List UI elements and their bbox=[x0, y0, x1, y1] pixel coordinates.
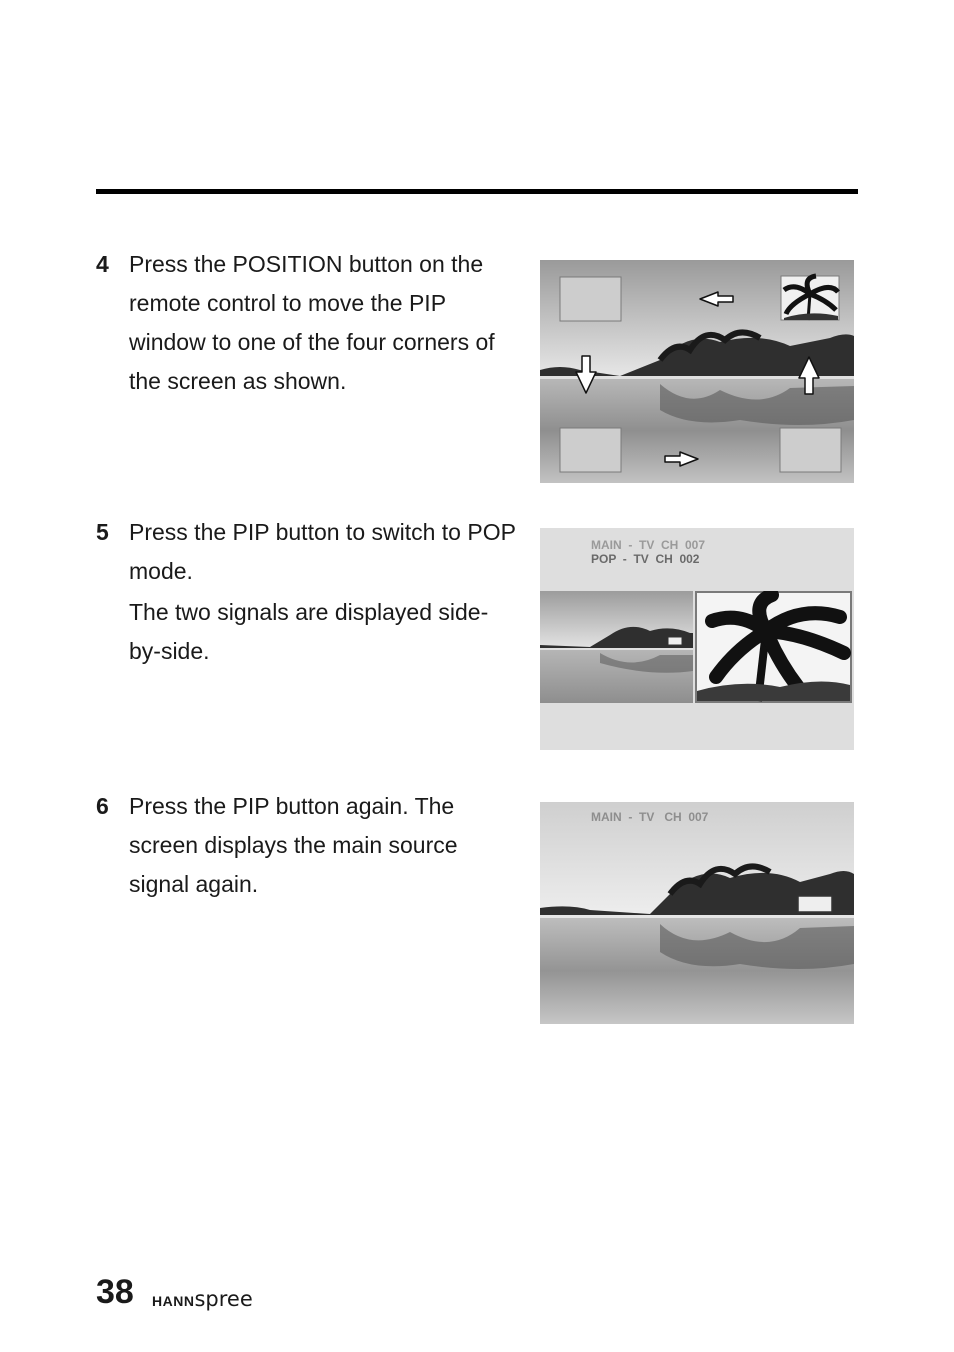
main-source-screen bbox=[540, 802, 854, 1024]
step-4 bbox=[96, 245, 526, 401]
brand-bold: HANN bbox=[152, 1293, 195, 1309]
main-source-image bbox=[540, 802, 854, 1024]
step-5 bbox=[96, 513, 526, 671]
brand-logo bbox=[152, 1286, 253, 1314]
step-paragraph: Press the POSITION button on the remote control to move the PIP window to one of the four corners of the screen as shown. bbox=[129, 251, 495, 394]
step-text bbox=[129, 245, 526, 401]
pop-mode-screen bbox=[540, 528, 854, 750]
lake-scene-image bbox=[540, 260, 854, 483]
step-number: 5 bbox=[96, 519, 109, 545]
main-window-image bbox=[540, 591, 693, 703]
step-paragraph: Press the PIP button to switch to POP mode. bbox=[129, 519, 516, 584]
page-number: 38 bbox=[96, 1273, 134, 1311]
step-paragraph: Press the PIP button again. The screen displays the main source signal again. bbox=[129, 793, 458, 897]
pip-position-screen bbox=[540, 260, 854, 483]
step-text bbox=[129, 787, 526, 904]
osd-pop-label: POP - TV CH 002 bbox=[591, 552, 700, 566]
step-text bbox=[129, 513, 526, 671]
brand-light: spree bbox=[194, 1287, 253, 1311]
pop-window-image bbox=[695, 591, 852, 703]
step-paragraph: The two signals are displayed side-by-side. bbox=[129, 599, 489, 664]
step-number: 4 bbox=[96, 251, 109, 277]
step-6 bbox=[96, 787, 526, 904]
osd-main-label: MAIN - TV CH 007 bbox=[591, 810, 709, 824]
header-rule bbox=[96, 189, 858, 194]
pop-images bbox=[540, 591, 854, 703]
step-number: 6 bbox=[96, 793, 109, 819]
osd-main-label: MAIN - TV CH 007 bbox=[591, 538, 706, 552]
